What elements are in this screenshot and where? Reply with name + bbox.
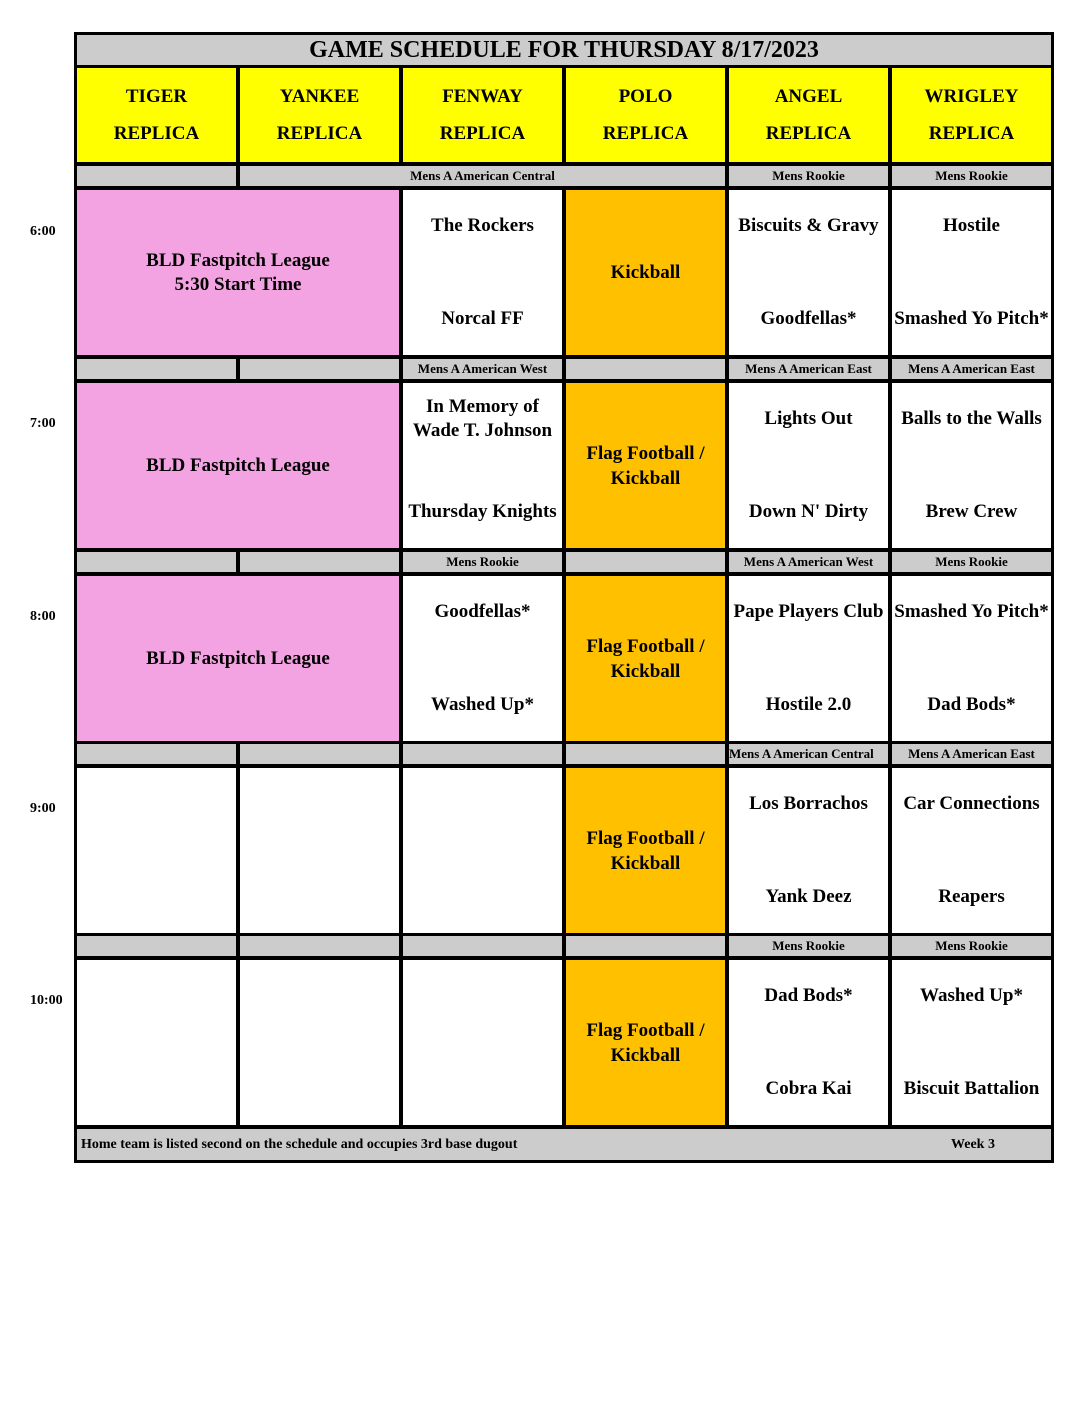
game-cell (729, 190, 888, 355)
fastpitch-note: 5:30 Start Time (174, 273, 302, 295)
division-bar (240, 552, 399, 572)
polo-activity (566, 190, 725, 355)
division-bar (77, 359, 236, 379)
division-label: Mens Rookie (403, 552, 562, 572)
activity-label: Kickball (610, 1044, 681, 1066)
polo-activity (566, 960, 725, 1125)
field-sub: REPLICA (276, 123, 363, 144)
home-team: Washed Up* (431, 694, 534, 715)
activity-label: Kickball (610, 660, 681, 682)
field-sub: REPLICA (602, 123, 689, 144)
time-label-8: 8:00 (30, 609, 56, 624)
division-label: Mens A American Central (240, 166, 725, 186)
activity-label: Kickball (610, 467, 681, 489)
field-header-yankee (240, 68, 399, 162)
division-bar (566, 936, 725, 956)
away-team: Lights Out (764, 408, 853, 429)
game-cell (403, 576, 562, 741)
field-name: TIGER (125, 86, 188, 107)
home-team: Dad Bods* (927, 694, 1016, 715)
home-team: Down N' Dirty (748, 501, 869, 522)
division-label: Mens A American East (892, 359, 1051, 379)
away-team: Balls to the Walls (901, 408, 1042, 429)
field-name: ANGEL (774, 86, 843, 107)
empty-slot (403, 960, 562, 1125)
away-team: Hostile (943, 215, 1000, 236)
game-cell (892, 383, 1051, 548)
activity-label: Flag Football / (586, 442, 705, 464)
time-label-7: 7:00 (30, 416, 56, 431)
field-sub: REPLICA (113, 123, 200, 144)
field-sub: REPLICA (765, 123, 852, 144)
away-team: Pape Players Club (733, 601, 884, 622)
division-label: Mens A American West (403, 359, 562, 379)
fastpitch-label: BLD Fastpitch League (146, 647, 330, 669)
home-team: Yank Deez (765, 886, 852, 907)
game-cell (729, 960, 888, 1125)
division-bar (240, 744, 399, 764)
field-header-angel (729, 68, 888, 162)
activity-label: Flag Football / (586, 1019, 705, 1041)
field-name: FENWAY (442, 86, 523, 107)
away-team: Smashed Yo Pitch* (894, 601, 1049, 622)
division-bar (403, 744, 562, 764)
game-cell (892, 190, 1051, 355)
division-label: Mens A American West (729, 552, 888, 572)
division-bar (240, 359, 399, 379)
division-bar (566, 744, 725, 764)
game-cell (403, 383, 562, 548)
footer-bar (77, 1129, 1051, 1160)
division-bar (77, 166, 236, 186)
fastpitch-block (77, 190, 399, 355)
away-team: Washed Up* (920, 985, 1023, 1006)
away-team: Goodfellas* (434, 601, 531, 622)
division-label: Mens A American East (892, 744, 1051, 764)
away-team: Los Borrachos (749, 793, 868, 814)
activity-label: Flag Football / (586, 827, 705, 849)
home-team: Thursday Knights (408, 501, 557, 522)
away-team: The Rockers (431, 215, 534, 236)
polo-activity (566, 768, 725, 933)
home-team: Reapers (938, 886, 1005, 907)
division-label: Mens A American East (729, 359, 888, 379)
footer-note: Home team is listed second on the schedule and occupies 3rd base dugout (81, 1136, 518, 1152)
activity-label: Kickball (610, 852, 681, 874)
field-name: YANKEE (279, 86, 360, 107)
division-bar (240, 936, 399, 956)
away-team: Car Connections (903, 793, 1040, 814)
home-team: Norcal FF (441, 308, 524, 329)
division-bar (566, 552, 725, 572)
game-cell (892, 576, 1051, 741)
away-team: Biscuits & Gravy (738, 215, 879, 236)
game-cell (892, 768, 1051, 933)
division-bar (566, 359, 725, 379)
home-team: Cobra Kai (765, 1078, 852, 1099)
empty-slot (77, 768, 236, 933)
empty-slot (240, 960, 399, 1125)
field-sub: REPLICA (928, 123, 1015, 144)
game-cell (892, 960, 1051, 1125)
field-header-wrigley (892, 68, 1051, 162)
division-bar (403, 936, 562, 956)
home-team: Brew Crew (925, 501, 1018, 522)
activity-label: Kickball (610, 262, 681, 283)
division-bar (77, 744, 236, 764)
division-bar (77, 936, 236, 956)
division-label: Mens Rookie (892, 552, 1051, 572)
fastpitch-label: BLD Fastpitch League (146, 454, 330, 476)
empty-slot (77, 960, 236, 1125)
polo-activity (566, 383, 725, 548)
division-label: Mens Rookie (892, 936, 1051, 956)
week-label: Week 3 (951, 1136, 995, 1152)
schedule-title: GAME SCHEDULE FOR THURSDAY 8/17/2023 (77, 35, 1051, 65)
home-team: Biscuit Battalion (903, 1078, 1040, 1099)
away-team: In Memory of Wade T. Johnson (412, 396, 553, 441)
schedule-table (74, 32, 1054, 1163)
division-label: Mens Rookie (729, 166, 888, 186)
time-label-9: 9:00 (30, 801, 56, 816)
game-cell (729, 383, 888, 548)
fastpitch-block (77, 383, 399, 548)
time-label-10: 10:00 (30, 993, 63, 1008)
polo-activity (566, 576, 725, 741)
empty-slot (240, 768, 399, 933)
field-header-polo (566, 68, 725, 162)
field-header-tiger (77, 68, 236, 162)
field-name: POLO (618, 86, 673, 107)
game-cell (403, 190, 562, 355)
home-team: Smashed Yo Pitch* (894, 308, 1049, 329)
fastpitch-label: BLD Fastpitch League (146, 249, 330, 271)
field-sub: REPLICA (439, 123, 526, 144)
division-label: Mens A American Central (729, 744, 888, 764)
empty-slot (403, 768, 562, 933)
away-team: Dad Bods* (764, 985, 853, 1006)
division-label: Mens Rookie (892, 166, 1051, 186)
game-cell (729, 768, 888, 933)
field-header-fenway (403, 68, 562, 162)
division-bar (77, 552, 236, 572)
home-team: Hostile 2.0 (765, 694, 852, 715)
activity-label: Flag Football / (586, 635, 705, 657)
field-name: WRIGLEY (924, 86, 1019, 107)
time-label-6: 6:00 (30, 224, 56, 239)
home-team: Goodfellas* (760, 308, 857, 329)
division-label: Mens Rookie (729, 936, 888, 956)
fastpitch-block (77, 576, 399, 741)
game-cell (729, 576, 888, 741)
